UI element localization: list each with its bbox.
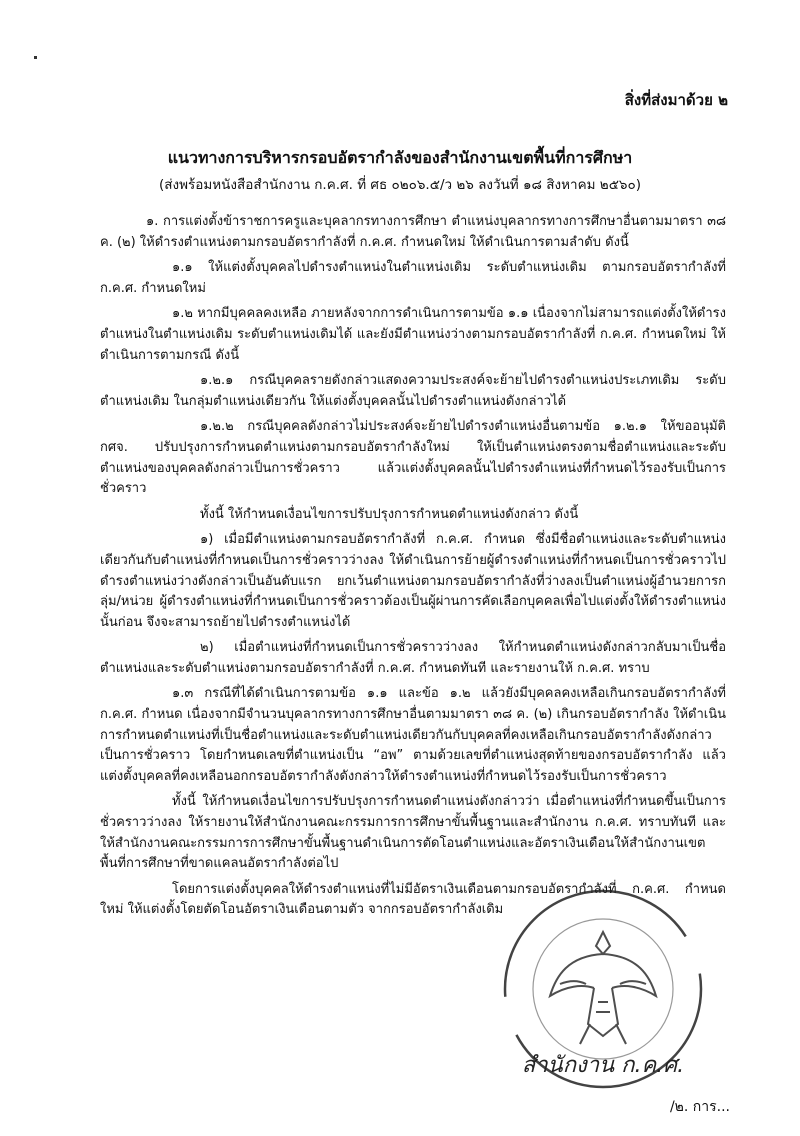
paragraph-condition-1-3: ทั้งนี้ ให้กำหนดเงื่อนไขการปรับปรุงการกำหนดตำแหน่งดังกล่าวว่า เมื่อตำแหน่งที่กำหนดขึ้นเป็นการชั่วคราวว่างลง ให้รายงานให้สำนักงานคณะกรรมการการศึกษาขั้นพื้นฐานและสำนักงาน ก.ค.ศ. ทราบทันที และให้สำนักงานคณะกรรมการการศึกษาขั้นพื้นฐานดำเนินการตัดโอนตำแหน่งและอัตราเงินเดือนให้สำนักงานเขตพื้นที่การศึกษาที่ขาดแคลนอัตรากำลังต่อไป: [100, 794, 726, 872]
document-title: แนวทางการบริหารกรอบอัตรากำลังของสำนักงานเขตพื้นที่การศึกษา: [167, 148, 633, 167]
document-subtitle: (ส่งพร้อมหนังสือสำนักงาน ก.ค.ศ. ที่ ศธ ๐๒๐๖.๕/ว ๒๖ ลงวันที่ ๑๘ สิงหาคม ๒๕๖๐): [159, 177, 641, 193]
paragraph-1-2-1: ๑.๒.๑ กรณีบุคคลรายดังกล่าวแสดงความประสงค์จะย้ายไปดำรงตำแหน่งประเภทเดิม ระดับตำแหน่งเดิม ในกลุ่มตำแหน่งเดียวกัน ให้แต่งตั้งบุคคลนั้นไปดำรงตำแหน่งดังกล่าวได้: [100, 373, 726, 409]
document-body: [100, 212, 726, 926]
scan-speck: [34, 56, 37, 59]
paragraph-1-2: ๑.๒ หากมีบุคคลคงเหลือ ภายหลังจากการดำเนินการตามข้อ ๑.๑ เนื่องจากไม่สามารถแต่งตั้งให้ดำรงตำแหน่งในตำแหน่งเดิม ระดับตำแหน่งเดิมได้ และยังมีตำแหน่งว่างตามกรอบอัตรากำลังที่ ก.ค.ศ. กำหนดใหม่ ให้ดำเนินการตามกรณี ดังนี้: [100, 306, 726, 363]
paragraph-1: ๑. การแต่งตั้งข้าราชการครูและบุคลากรทางการศึกษา ตำแหน่งบุคลากรทางการศึกษาอื่นตามมาตรา ๓๘ ค. (๒) ให้ดำรงตำแหน่งตามกรอบอัตรากำลังที่ ก.ค.ศ. กำหนดใหม่ ให้ดำเนินการตามลำดับ ดังนี้: [100, 214, 726, 250]
enclosure-label: สิ่งที่ส่งมาด้วย ๒: [624, 91, 728, 109]
paragraph-1-1: ๑.๑ ให้แต่งตั้งบุคคลไปดำรงตำแหน่งในตำแหน่งเดิม ระดับตำแหน่งเดิม ตามกรอบอัตรากำลังที่ ก.ค.ศ. กำหนดใหม่: [100, 260, 726, 296]
paragraph-1-2-2: ๑.๒.๒ กรณีบุคคลดังกล่าวไม่ประสงค์จะย้ายไปดำรงตำแหน่งอื่นตามข้อ ๑.๒.๑ ให้ขออนุมัติ กศจ. ปรับปรุงการกำหนดตำแหน่งตามกรอบอัตรากำลังใหม่ ให้เป็นตำแหน่งตรงตามชื่อตำแหน่งและระดับตำแหน่งของบุคคลดังกล่าวเป็นการชั่วคราว แล้วแต่งตั้งบุคคลนั้นไปดำรงตำแหน่งที่กำหนดไว้รองรับเป็นการชั่วคราว: [100, 419, 726, 497]
paragraph-condition-1: ๑) เมื่อมีตำแหน่งตามกรอบอัตรากำลังที่ ก.ค.ศ. กำหนด ซึ่งมีชื่อตำแหน่งและระดับตำแหน่งเดียวกันกับตำแหน่งที่กำหนดเป็นการชั่วคราวว่างลง ให้ดำเนินการย้ายผู้ดำรงตำแหน่งที่กำหนดเป็นการชั่วคราวไปดำรงตำแหน่งว่างดังกล่าวเป็นอันดับแรก ยกเว้นตำแหน่งตามกรอบอัตรากำลังที่ว่างลงเป็นตำแหน่งผู้อำนวยการกลุ่ม/หน่วย ผู้ดำรงตำแหน่งที่กำหนดเป็นการชั่วคราวต้องเป็นผู้ผ่านการคัดเลือกบุคคลเพื่อไปแต่งตั้งให้ดำรงตำแหน่งนั้นก่อน จึงจะสามารถย้ายไปดำรงตำแหน่งได้: [100, 532, 726, 630]
paragraph-salary-transfer: โดยการแต่งตั้งบุคคลให้ดำรงตำแหน่งที่ไม่มีอัตราเงินเดือนตามกรอบอัตรากำลังที่ ก.ค.ศ. กำหนดใหม่ ให้แต่งตั้งโดยตัดโอนอัตราเงินเดือนตามตัว จากกรอบอัตรากำลังเดิม: [100, 881, 726, 918]
paragraph-condition-2: ๒) เมื่อตำแหน่งที่กำหนดเป็นการชั่วคราวว่างลง ให้กำหนดตำแหน่งดังกล่าวกลับมาเป็นชื่อตำแหน่งและระดับตำแหน่งตามกรอบอัตรากำลังที่ ก.ค.ศ. กำหนดทันที และรายงานให้ ก.ค.ศ. ทราบ: [100, 640, 726, 676]
paragraph-condition-intro: ทั้งนี้ ให้กำหนดเงื่อนไขการปรับปรุงการกำหนดตำแหน่งดังกล่าว ดังนี้: [200, 506, 579, 522]
ocsc-seal-stamp: [498, 884, 708, 1094]
seal-text: สำนักงาน ก.ค.ศ.: [521, 1053, 685, 1078]
paragraph-1-3: ๑.๓ กรณีที่ได้ดำเนินการตามข้อ ๑.๑ และข้อ ๑.๒ แล้วยังมีบุคคลคงเหลือเกินกรอบอัตรากำลังที่ ก.ค.ศ. กำหนด เนื่องจากมีจำนวนบุคลากรทางการศึกษาอื่นตามมาตรา ๓๘ ค. (๒) เกินกรอบอัตรากำลัง ให้ดำเนินการกำหนดตำแหน่งที่เป็นชื่อตำแหน่งและระดับตำแหน่งเดียวกันกับบุคคลที่คงเหลือเกินกรอบอัตรากำลังดังกล่าวเป็นการชั่วคราว โดยกำหนดเลขที่ตำแหน่งเป็น “อพ” ตามด้วยเลขที่ตำแหน่งสุดท้ายของกรอบอัตรากำลัง แล้วแต่งตั้งบุคคลที่คงเหลือนอกกรอบอัตรากำลังดังกล่าวให้ดำรงตำแหน่งที่กำหนดไว้รองรับเป็นการชั่วคราว: [100, 686, 726, 784]
page-continuation: /๒. การ...: [669, 1099, 730, 1115]
